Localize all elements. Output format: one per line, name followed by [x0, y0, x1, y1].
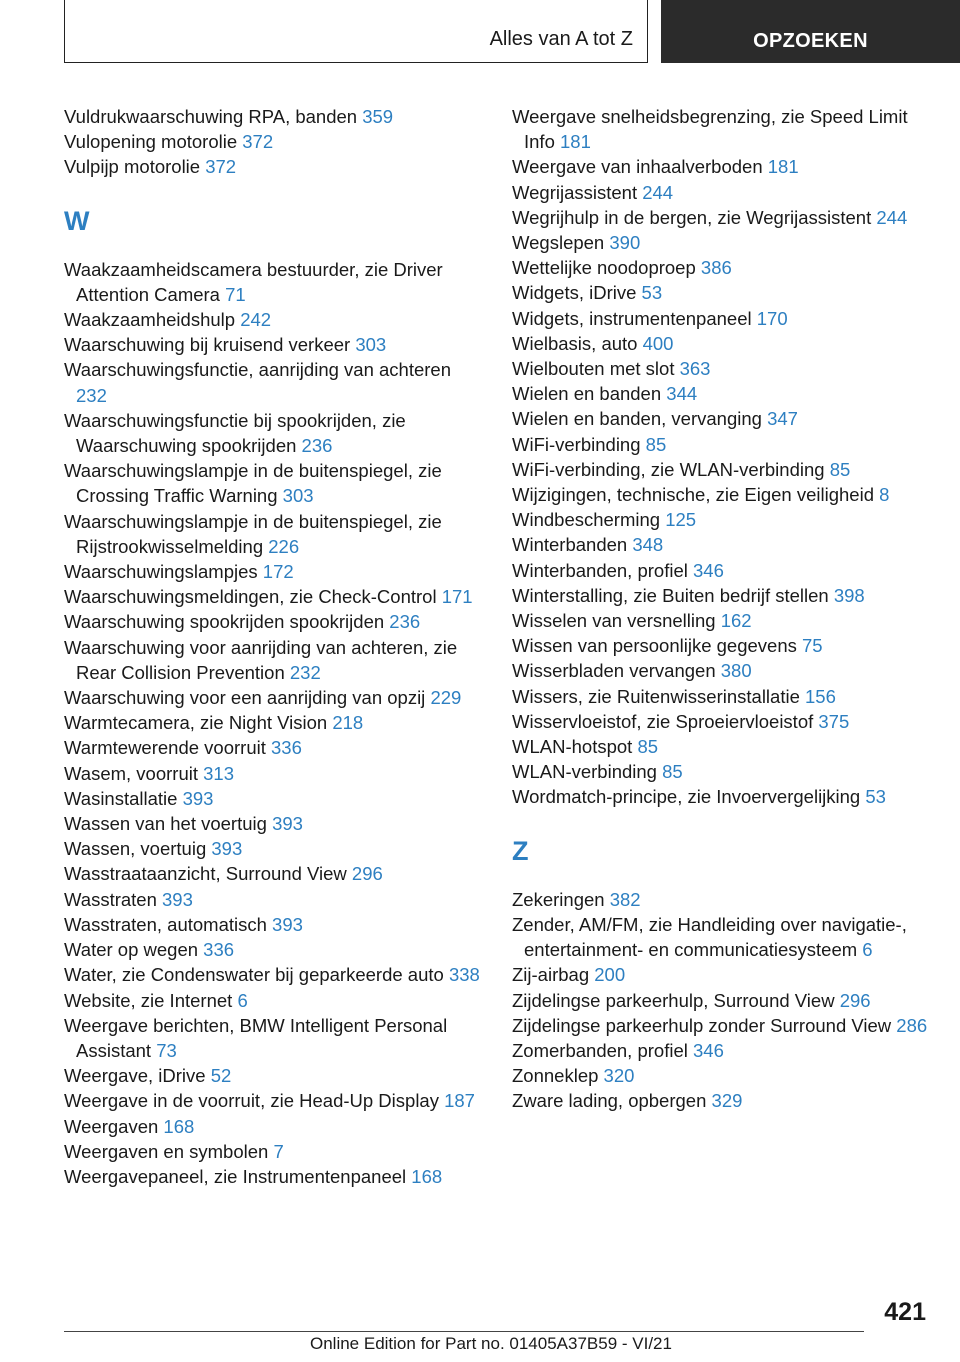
index-entry [512, 331, 932, 356]
index-entry-text: WLAN-hotspot [512, 736, 633, 758]
page-link[interactable]: 303 [282, 485, 314, 507]
index-entry-text: Water op wegen [64, 939, 199, 961]
index-entry-text: Waarschuwingsfunctie, aanrijding van achteren [64, 359, 452, 381]
page-link[interactable]: 168 [411, 1165, 443, 1187]
index-entry-text: Zware lading, opbergen [512, 1090, 707, 1112]
index-entry [512, 734, 932, 759]
index-entry [64, 1013, 484, 1063]
page-link[interactable]: 286 [896, 1014, 928, 1036]
index-entry-text: Weergaven en symbolen [64, 1140, 269, 1162]
index-entry-text: Wasstraten [64, 888, 157, 910]
index-entry [512, 406, 932, 431]
page-link[interactable]: 244 [876, 206, 908, 228]
page-link[interactable]: 200 [594, 964, 626, 986]
index-entry [512, 432, 932, 457]
index-entry [64, 1164, 484, 1189]
page-link[interactable]: 346 [693, 1039, 724, 1061]
index-entry [64, 104, 484, 129]
index-entry-text: Wasem, voorruit [64, 762, 198, 784]
index-entry-text: Zekeringen [512, 888, 605, 910]
index-entry [512, 784, 932, 809]
index-entry-text: Weergave snelheidsbegrenzing, zie Speed Limit Info [512, 106, 908, 153]
index-entry-text: Wassen, voertuig [64, 838, 207, 860]
index-entry-text: Vuldrukwaarschuwing RPA, banden [64, 106, 358, 127]
index-entry [64, 887, 484, 912]
page-link[interactable]: 296 [839, 989, 871, 1011]
index-entry-text: WLAN-verbinding [512, 761, 657, 783]
page-link[interactable]: 336 [203, 939, 235, 961]
index-entry [64, 257, 484, 307]
section-letter: W [64, 205, 90, 236]
index-entry-text: Winterbanden, profiel [512, 559, 688, 581]
index-column-left [64, 104, 484, 1189]
index-entry [512, 356, 932, 381]
page-link[interactable]: 393 [182, 787, 214, 809]
page-link[interactable]: 398 [833, 584, 865, 606]
page-link[interactable]: 375 [818, 710, 850, 732]
page-link[interactable]: 346 [693, 559, 724, 581]
page-link[interactable]: 73 [156, 1039, 177, 1061]
index-entry [64, 332, 484, 357]
page-link[interactable]: 393 [211, 838, 243, 860]
page-link[interactable]: 53 [641, 282, 663, 304]
index-entry [512, 104, 932, 154]
page-link[interactable]: 400 [642, 332, 674, 354]
index-entry-text: Warmtecamera, zie Night Vision [64, 712, 328, 734]
index-entry [512, 381, 932, 406]
page-link[interactable]: 181 [560, 131, 591, 153]
page-link[interactable]: 336 [271, 737, 302, 759]
edition-text: Online Edition for Part no. 01405A37B59 - VI/21 [310, 1334, 672, 1353]
page-link[interactable]: 85 [662, 761, 683, 783]
page-link[interactable]: 359 [362, 106, 394, 127]
page-link[interactable]: 6 [862, 939, 873, 961]
index-entry-text: Waarschuwingslampje in de buitenspiegel, zie Rijstrookwisselmelding [64, 510, 442, 557]
index-entry [64, 1088, 484, 1113]
page-link[interactable]: 229 [430, 687, 462, 709]
page-link[interactable]: 187 [444, 1090, 475, 1112]
page-link[interactable]: 393 [272, 813, 303, 835]
index-entry [64, 962, 484, 987]
index-entry [64, 761, 484, 786]
index-entry [64, 912, 484, 937]
index-entry-text: Vulpijp motorolie [64, 156, 201, 178]
page-link[interactable]: 85 [645, 433, 667, 455]
header-title: Alles van A tot Z [489, 28, 633, 50]
index-entry-text: Weergavepaneel, zie Instrumentenpaneel [64, 1165, 407, 1187]
page-link[interactable]: 171 [441, 586, 473, 608]
page-link[interactable]: 52 [210, 1065, 232, 1087]
page-link[interactable]: 6 [237, 989, 248, 1011]
page-link[interactable]: 393 [162, 888, 193, 910]
index-entry-text: WiFi-verbinding, zie WLAN-verbinding [512, 458, 825, 480]
index-entry [512, 887, 932, 912]
page-link[interactable]: 320 [603, 1065, 635, 1087]
index-entry [512, 482, 932, 507]
index-entry [64, 710, 484, 735]
index-entry-text: Wielbouten met slot [512, 358, 675, 380]
page-number: 421 [884, 1298, 926, 1326]
index-entry [64, 129, 484, 154]
index-entry [512, 709, 932, 734]
index-entry-text: Wisserbladen vervangen [512, 660, 716, 682]
index-entry-text: Wisselen van versnelling [512, 610, 716, 632]
index-entry [64, 307, 484, 332]
index-entry-text: Winterstalling, zie Buiten bedrijf stellen [512, 584, 829, 606]
index-entry-text: Windbescherming [512, 509, 661, 531]
index-entry [512, 280, 932, 305]
index-entry-text: Wegrijassistent [512, 181, 638, 203]
index-entry-text: Wegslepen [512, 232, 605, 254]
page-link[interactable]: 85 [829, 458, 851, 480]
index-entry [64, 559, 484, 584]
page-link[interactable]: 125 [665, 509, 697, 531]
index-entry-text: Zonneklep [512, 1065, 599, 1087]
page-link[interactable]: 390 [609, 232, 641, 254]
index-entry [512, 1013, 932, 1038]
index-entry [64, 154, 484, 179]
index-entry-text: Vulopening motorolie [64, 131, 238, 153]
page-link[interactable]: 181 [767, 156, 799, 178]
index-entry-text: Wordmatch-principe, zie Invoervergelijking [512, 786, 861, 808]
index-entry-text: Widgets, iDrive [512, 282, 637, 304]
index-entry [512, 684, 932, 709]
index-entry-text: Water, zie Condenswater bij geparkeerde auto [64, 964, 444, 986]
index-entry [512, 457, 932, 482]
index-entry-text: Wissen van persoonlijke gegevens [512, 635, 797, 657]
index-entry-text: Waarschuwing spookrijden spookrijden [64, 611, 385, 633]
index-entry [64, 1114, 484, 1139]
index-entry [512, 230, 932, 255]
index-entry [512, 180, 932, 205]
index-entry-text: Wielen en banden, vervanging [512, 408, 762, 430]
index-entry [512, 962, 932, 987]
index-entry [64, 735, 484, 760]
index-entry-text: Zijdelingse parkeerhulp zonder Surround View [512, 1014, 892, 1036]
page-link[interactable]: 296 [351, 863, 383, 885]
index-entry-text: Waarschuwingsfunctie bij spookrijden, zie Waarschuwing spookrijden [64, 409, 406, 457]
index-entry [64, 811, 484, 836]
page-link[interactable]: 393 [272, 913, 303, 935]
index-entry [512, 912, 932, 962]
page-link[interactable]: 7 [273, 1140, 284, 1162]
index-entry [64, 861, 484, 886]
index-entry [64, 1139, 484, 1164]
page-link[interactable]: 71 [225, 283, 246, 305]
index-entry-text: Wielen en banden [512, 383, 662, 405]
index-entry [64, 635, 484, 685]
index-entry-text: Website, zie Internet [64, 989, 233, 1011]
index-entry [64, 937, 484, 962]
index-entry-text: Zender, AM/FM, zie Handleiding over navigatie-, entertainment- en communicatiesysteem [512, 913, 907, 961]
page-link[interactable]: 386 [700, 257, 732, 279]
index-entry-text: WiFi-verbinding [512, 433, 641, 455]
index-entry-text: Weergaven [64, 1115, 159, 1137]
index-entry [512, 658, 932, 683]
index-entry-text: Waarschuwing bij kruisend verkeer [64, 334, 351, 356]
index-entry-text: Waarschuwingslampjes [64, 561, 258, 583]
page-link[interactable]: 372 [242, 131, 274, 153]
page-link[interactable]: 329 [711, 1090, 743, 1112]
page-link[interactable]: 232 [76, 384, 107, 406]
index-entry [64, 988, 484, 1013]
index-entry-text: Winterbanden [512, 534, 628, 556]
index-entry-text: Wasstraataanzicht, Surround View [64, 863, 347, 885]
index-entry-text: Warmtewerende voorruit [64, 737, 266, 759]
page-link[interactable]: 382 [609, 888, 641, 910]
index-entry-text: Widgets, instrumentenpaneel [512, 307, 752, 329]
index-entry [64, 836, 484, 861]
index-entry [512, 507, 932, 532]
page-link[interactable]: 156 [805, 685, 836, 707]
header-title-box [64, 0, 648, 63]
index-entry [64, 685, 484, 710]
page-link[interactable]: 162 [720, 610, 752, 632]
index-entry [64, 1063, 484, 1088]
index-entry [512, 205, 932, 230]
index-entry [512, 988, 932, 1013]
index-entry-text: Wielbasis, auto [512, 332, 638, 354]
page-link[interactable]: 168 [163, 1115, 195, 1137]
index-entry-text: Weergave, iDrive [64, 1065, 206, 1087]
page-link[interactable]: 344 [666, 383, 698, 405]
page-link[interactable]: 348 [632, 534, 664, 556]
index-entry [64, 408, 484, 458]
index-entry [512, 583, 932, 608]
index-entry-text: Weergave in de voorruit, zie Head-Up Display [64, 1090, 439, 1112]
page-link[interactable]: 313 [203, 762, 234, 784]
index-entry-text: Wasstraten, automatisch [64, 913, 267, 935]
index-entry [64, 609, 484, 634]
page-link[interactable]: 236 [301, 435, 333, 457]
index-entry [64, 357, 484, 407]
page-link[interactable]: 363 [679, 358, 711, 380]
index-entry [512, 532, 932, 557]
index-entry-text: Wettelijke noodoproep [512, 257, 696, 279]
index-entry [512, 306, 932, 331]
index-entry-text: Waakzaamheidshulp [64, 309, 236, 331]
page-link[interactable]: 380 [720, 660, 752, 682]
page-link[interactable]: 53 [865, 786, 886, 808]
page-link[interactable]: 236 [389, 611, 421, 633]
page-link[interactable]: 338 [448, 964, 480, 986]
index-entry [512, 1088, 932, 1113]
page-link[interactable]: 75 [802, 635, 823, 657]
index-entry-text: Wissers, zie Ruitenwisserinstallatie [512, 685, 800, 707]
index-entry-text: Zomerbanden, profiel [512, 1039, 688, 1061]
page-link[interactable]: 347 [767, 408, 798, 430]
index-entry-text: Waarschuwing voor aanrijding van achteren, zie Rear Collision Prevention [64, 636, 458, 683]
page-link[interactable]: 172 [262, 561, 294, 583]
page-link[interactable]: 218 [332, 712, 364, 734]
index-entry-text: Zij-airbag [512, 964, 590, 986]
page-link[interactable]: 244 [642, 181, 674, 203]
index-entry-text: Weergave berichten, BMW Intelligent Personal Assistant [64, 1014, 448, 1061]
index-entry-text: Waarschuwingslampje in de buitenspiegel, zie Crossing Traffic Warning [64, 460, 442, 507]
page-link[interactable]: 372 [205, 156, 237, 178]
index-entry-text: Waakzaamheidscamera bestuurder, zie Driver Attention Camera [64, 258, 443, 305]
index-entry-text: Weergave van inhaalverboden [512, 156, 763, 178]
page-link[interactable]: 232 [289, 661, 321, 683]
index-entry [512, 154, 932, 179]
page-link[interactable]: 85 [637, 736, 659, 758]
page-link[interactable]: 8 [879, 484, 890, 506]
index-entry [512, 633, 932, 658]
index-entry-text: Wisservloeistof, zie Sproeiervloeistof [512, 710, 814, 732]
index-entry [512, 1038, 932, 1063]
index-entry [512, 1063, 932, 1088]
index-entry [512, 558, 932, 583]
index-entry-text: Wasinstallatie [64, 787, 178, 809]
index-entry-text: Wegrijhulp in de bergen, zie Wegrijassistent [512, 206, 872, 228]
index-column-right [512, 104, 932, 1114]
index-entry [64, 786, 484, 811]
index-entry [512, 255, 932, 280]
footer-divider [64, 1331, 864, 1332]
page-link[interactable]: 226 [268, 535, 300, 557]
index-entry [64, 458, 484, 508]
index-entry-text: Waarschuwingsmeldingen, zie Check-Control [64, 586, 437, 608]
page-link[interactable]: 303 [355, 334, 387, 356]
index-entry-text: Zijdelingse parkeerhulp, Surround View [512, 989, 835, 1011]
index-entry-text: Waarschuwing voor een aanrijding van opzij [64, 687, 426, 709]
index-entry-text: Wassen van het voertuig [64, 813, 267, 835]
index-entry [512, 759, 932, 784]
index-entry-text: Wijzigingen, technische, zie Eigen veiligheid [512, 484, 874, 506]
page-link[interactable]: 170 [756, 307, 788, 329]
tab-opzoeken[interactable]: OPZOEKEN [661, 0, 960, 63]
section-letter: Z [512, 835, 529, 866]
index-entry [512, 608, 932, 633]
index-entry [64, 584, 484, 609]
page-link[interactable]: 242 [240, 309, 272, 331]
index-entry [64, 509, 484, 559]
